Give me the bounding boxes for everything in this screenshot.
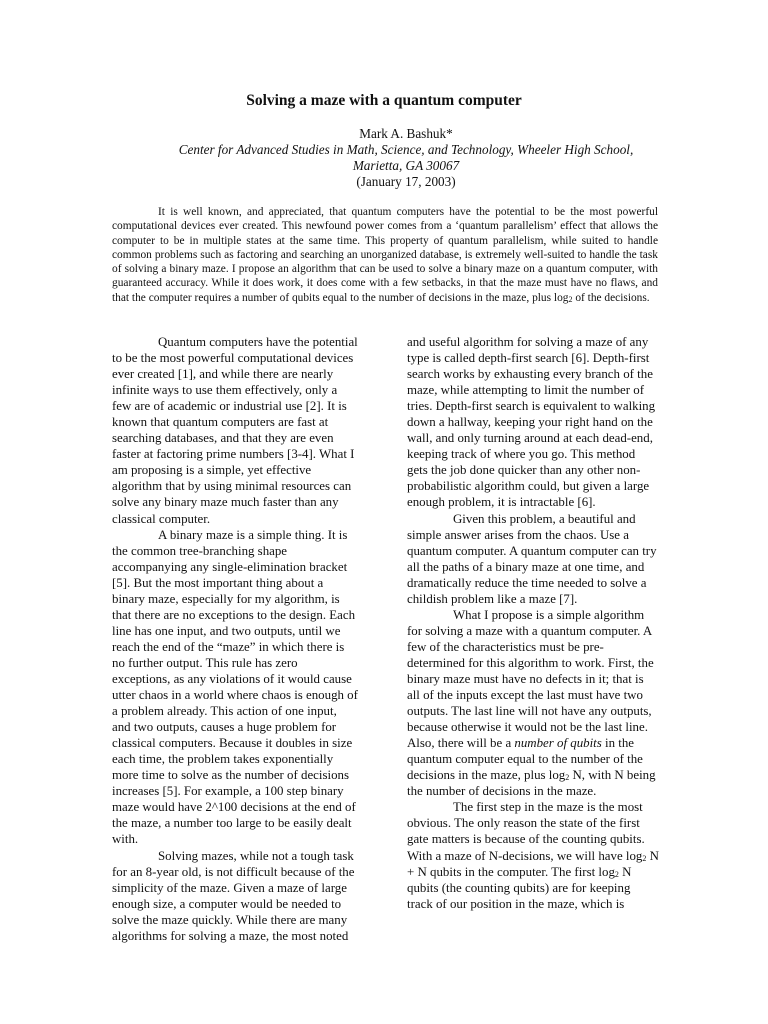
left-paragraph-3: Solving mazes, while not a tough task for an 8-year old, is not difficult because of the simplicity of the maze. Given a maze of large enough size, a computer would be needed to solve the maze quickly. While there are many algorithms for solving a maze, the most noted: [112, 848, 355, 943]
affiliation-line-2: Marietta, GA 30067: [352, 158, 460, 173]
abstract-subscript: 2: [568, 294, 573, 304]
right-paragraph-1: and useful algorithm for solving a maze of any type is called depth-first search [6]. Depth-first search works by exhausting every branch of the maze, while attempting to limit the number of tries. Depth-first search is equivalent to walking down a hallway, keeping your right hand on the wall, and only turning around at each dead-end, keeping track of where you go. This method gets the job done quicker than any other non-probabilistic algorithm could, but given a large enough problem, it is intractable [6].: [407, 335, 656, 510]
text-run: What I propose is a simple algorithm for solving a maze with a quantum computer. A few of the characteristics must be pre-determined for this algorithm to work. First, the binary maze must have no defects in it; that is all of the inputs except the last must have two outputs. The last line will not have any outputs, because otherwise it would not be the last line. Also, there will be a: [407, 607, 654, 751]
text-run: The first step in the maze is the most obvious. The only reason the state of the first gate matters is because of the counting qubits. With a maze of N-decisions, we will have log: [407, 800, 645, 863]
text-run: N, with N being the number of decisions in the maze.: [407, 768, 656, 799]
text-run: N qubits (the counting qubits) are for keeping track of our position in the maze, which is: [407, 864, 632, 911]
paper-title: Solving a maze with a quantum computer: [246, 92, 522, 109]
text-run: N + N qubits in the computer. The first log: [407, 848, 659, 879]
right-paragraph-2: Given this problem, a beautiful and simple answer arises from the chaos. Use a quantum computer. A quantum computer can try all the paths of a binary maze at one time, and dramatically reduce the time needed to solve a childish problem like a maze [7].: [407, 511, 657, 606]
author-block: [150, 126, 662, 190]
emphasis-run: number of qubits: [514, 736, 602, 751]
left-column: [112, 334, 358, 944]
author-name: Mark A. Bashuk*: [359, 126, 453, 141]
abstract-paragraph: [112, 205, 658, 305]
right-paragraph-3: [407, 607, 659, 800]
abstract: [112, 205, 658, 305]
subscript: 2: [642, 853, 647, 863]
abstract-text: It is well known, and appreciated, that quantum computers have the potential to be the most powerful computational devices ever created. This newfound power comes from a ‘quantum parallelism’ effect that allows the computer to be in multiple states at the same time. This property of quantum parallelism, while suited to handle common problems such as factoring and searching an unorganized database, is extremely well-suited to handle the task of solving a binary maze. I propose an algorithm that can be used to solve a binary maze on a quantum computer, with guaranteed accuracy. While it does work, it does come with a few setbacks, in that the maze must have no flaws, and that the computer requires a number of qubits equal to the number of decisions in the maze, plus log: [112, 206, 658, 304]
right-column: [407, 334, 659, 912]
subscript: 2: [565, 773, 570, 783]
left-paragraph-1: Quantum computers have the potential to be the most powerful computational devices ever created [1], and while there are nearly infinite ways to use them effectively, only a few are of academic or industrial use [2]. It is known that quantum computers are fast at searching databases, and that they are even faster at factoring prime numbers [3-4]. What I am proposing is a simple, yet effective algorithm that by using minimal resources can solve any binary maze much faster than any classical computer.: [112, 335, 358, 526]
right-paragraph-4: [407, 799, 659, 911]
text-run: in the quantum computer equal to the number of the decisions in the maze, plus log: [407, 736, 643, 783]
subscript: 2: [614, 869, 619, 879]
paper-date: (January 17, 2003): [356, 174, 456, 189]
left-paragraph-2: A binary maze is a simple thing. It is the common tree-branching shape accompanying any single-elimination bracket [5]. But the most important thing about a binary maze, especially for my algorithm, is that there are no exceptions to the design. Each line has one input, and two outputs, until we reach the end of the “maze” in which there is no further output. This rule has zero exceptions, as any violations of it would cause utter chaos in a world where chaos is enough of a problem already. This action of one input, and two outputs, causes a huge problem for classical computers. Because it doubles in size each time, the problem takes exponentially more time to solve as the number of decisions increases [5]. For example, a 100 step binary maze would have 2^100 decisions at the end of the maze, a number too large to be easily dealt with.: [112, 527, 358, 847]
abstract-text-end: of the decisions.: [572, 291, 650, 304]
affiliation-line-1: Center for Advanced Studies in Math, Science, and Technology, Wheeler High School,: [178, 142, 634, 157]
